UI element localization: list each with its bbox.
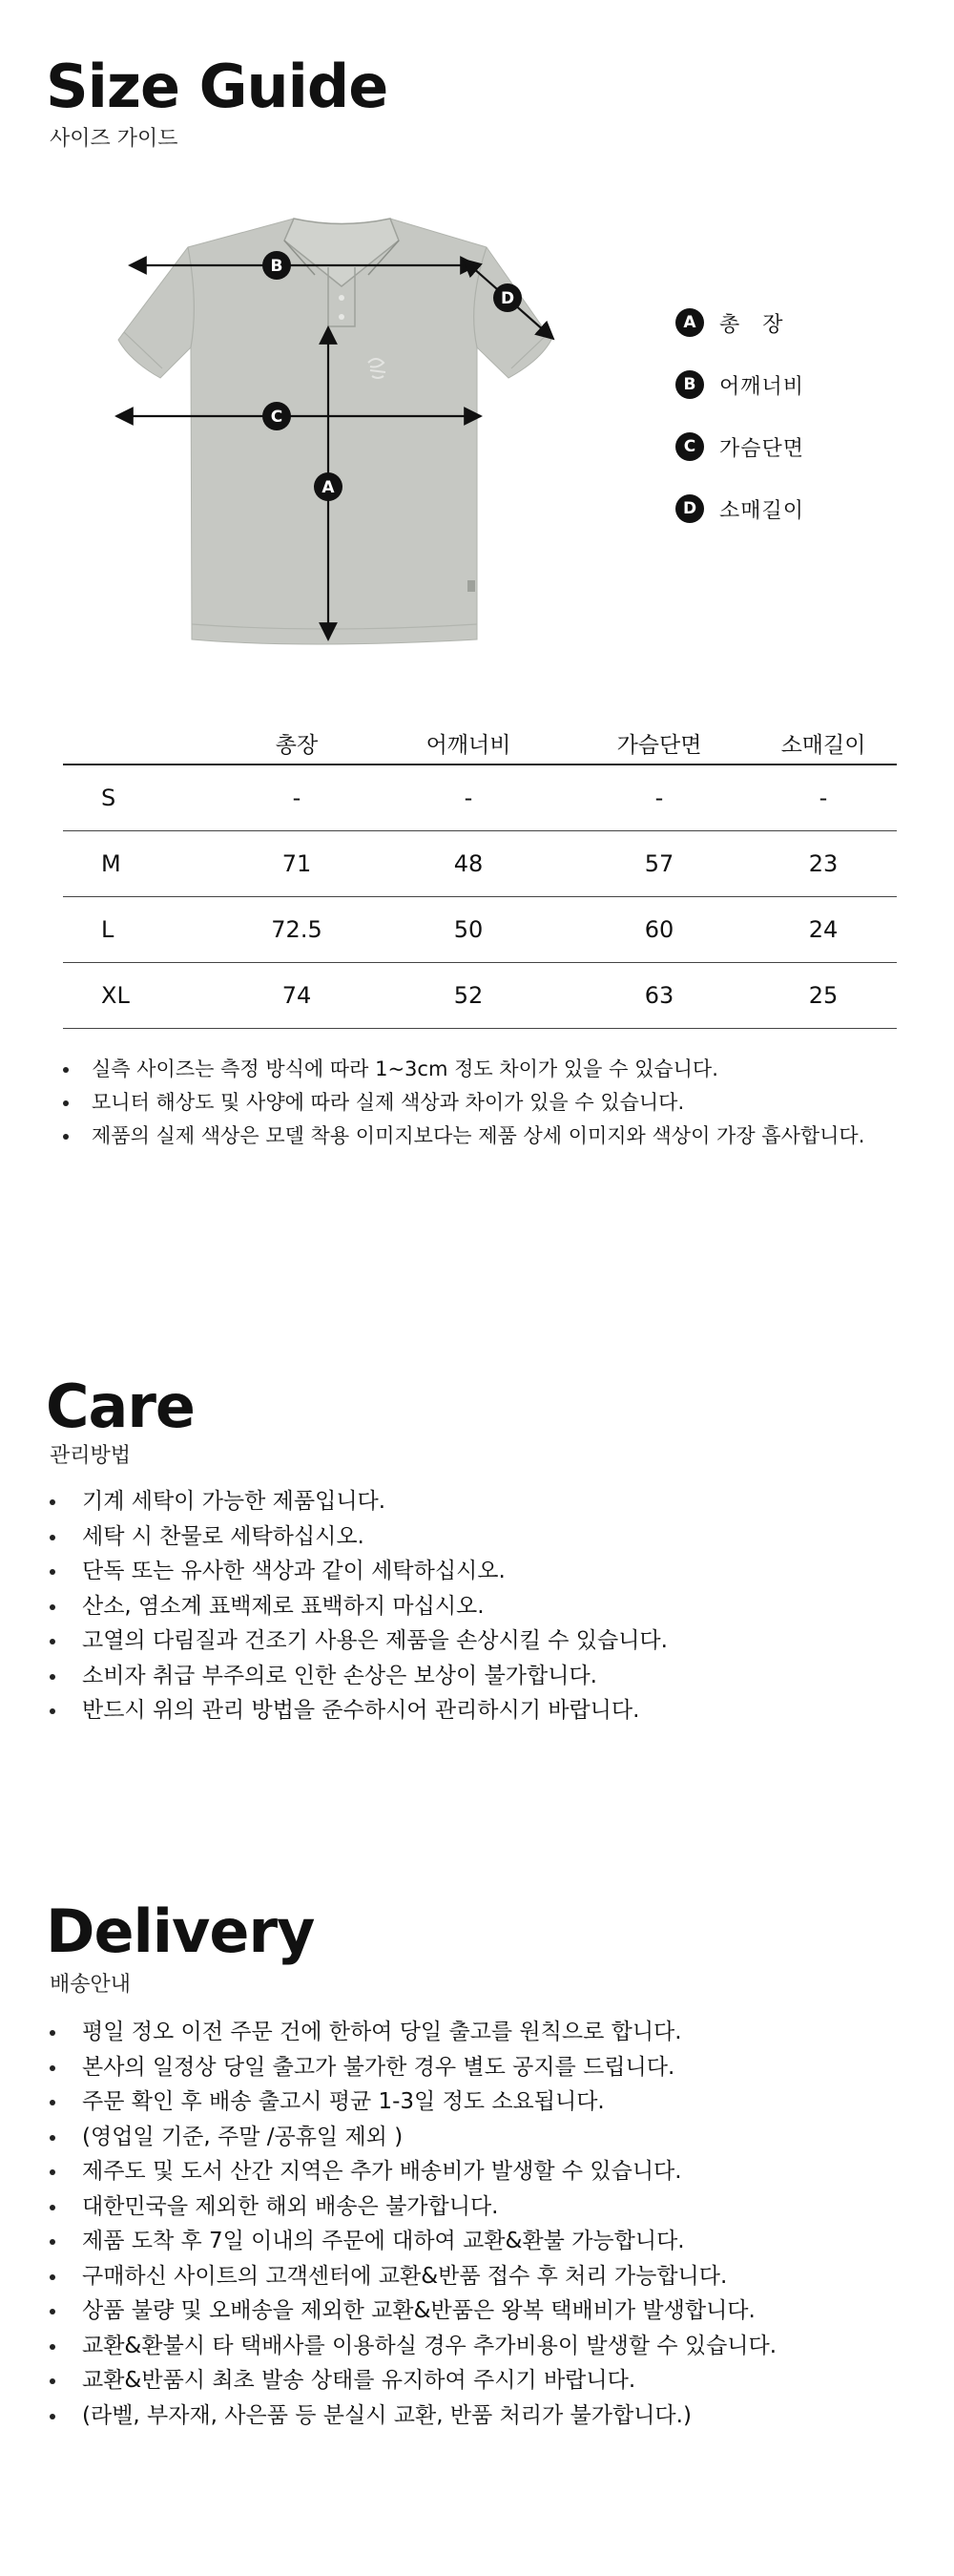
list-item: 교환&환불시 타 택배사를 이용하실 경우 추가비용이 발생할 수 있습니다. [50,2329,927,2364]
note-item: 모니터 해상도 및 사양에 따라 실제 색상과 차이가 있을 수 있습니다. [63,1086,922,1120]
table-cell: 60 [569,897,750,963]
table-header: 소매길이 [750,722,897,764]
legend-item-c [675,431,804,462]
note-item: 제품의 실제 색상은 모델 착용 이미지보다는 제품 상세 이미지와 색상이 가장 흡사합니다. [63,1120,922,1153]
list-item: (라벨, 부자재, 사은품 등 분실시 교환, 반품 처리가 불가합니다.) [50,2398,927,2434]
legend-item-d [675,493,804,524]
legend-item-b [675,369,804,400]
list-item: 소비자 취급 부주의로 인한 손상은 보상이 불가합니다. [50,1659,908,1694]
table-header: 총장 [225,722,368,764]
legend-label: 소매길이 [719,498,805,523]
table-cell: 25 [750,963,897,1029]
list-item: 주문 확인 후 배송 출고시 평균 1-3일 정도 소요됩니다. [50,2084,927,2120]
list-item: 본사의 일정상 당일 출고가 불가한 경우 별도 공지를 드립니다. [50,2050,927,2085]
delivery-title: Delivery [46,1896,315,1966]
shirt-diagram [113,208,580,657]
table-cell: 57 [569,831,750,897]
table-cell: L [63,897,225,963]
svg-text:B: B [270,257,283,276]
legend-item-a [675,307,804,338]
list-item: 세탁 시 찬물로 세탁하십시오. [50,1519,908,1555]
legend-label: 어깨너비 [719,374,805,399]
legend-label: 가슴단면 [719,436,805,461]
list-item: 단독 또는 유사한 색상과 같이 세탁하십시오. [50,1554,908,1589]
table-cell: 63 [569,963,750,1029]
table-cell: 50 [368,897,569,963]
svg-text:C: C [270,408,283,427]
list-item: 기계 세탁이 가능한 제품입니다. [50,1484,908,1519]
list-item: 고열의 다림질과 건조기 사용은 제품을 손상시킬 수 있습니다. [50,1623,908,1659]
list-item: 상품 불량 및 오배송을 제외한 교환&반품은 왕복 택배비가 발생합니다. [50,2293,927,2329]
list-item: 산소, 염소계 표백제로 표백하지 마십시오. [50,1589,908,1624]
delivery-subtitle: 배송안내 [50,1973,132,1997]
marker-d [493,283,522,312]
care-title: Care [46,1372,195,1441]
list-item: 교환&반품시 최초 발송 상태를 유지하여 주시기 바랍니다. [50,2363,927,2398]
table-cell: XL [63,963,225,1029]
list-item: 제주도 및 도서 산간 지역은 추가 배송비가 발생할 수 있습니다. [50,2154,927,2189]
table-cell: - [368,764,569,831]
svg-text:D: D [500,289,515,308]
size-notes [63,1053,922,1153]
legend-badge: C [675,432,704,461]
marker-b [262,251,291,280]
note-item: 실측 사이즈는 측정 방식에 따라 1~3cm 정도 차이가 있을 수 있습니다. [63,1053,922,1086]
legend-badge: A [675,308,704,337]
table-cell: 24 [750,897,897,963]
measurement-legend [675,307,804,555]
list-item: (영업일 기준, 주말 /공휴일 제외 ) [50,2120,927,2155]
list-item: 평일 정오 이전 주문 건에 한하여 당일 출고를 원칙으로 합니다. [50,2015,927,2050]
list-item: 구매하신 사이트의 고객센터에 교환&반품 접수 후 처리 가능합니다. [50,2259,927,2294]
table-cell: 48 [368,831,569,897]
list-item: 반드시 위의 관리 방법을 준수하시어 관리하시기 바랍니다. [50,1693,908,1728]
legend-badge: D [675,494,704,523]
care-list [50,1484,908,1728]
table-header [63,722,225,764]
table-cell: M [63,831,225,897]
delivery-list [50,2015,927,2433]
legend-label: 총 장 [719,312,784,337]
table-cell: 71 [225,831,368,897]
size-table [63,722,897,1029]
table-cell: S [63,764,225,831]
list-item: 대한민국을 제외한 해외 배송은 불가합니다. [50,2189,927,2225]
table-cell: 23 [750,831,897,897]
table-row [63,831,897,897]
marker-c [262,402,291,430]
table-header: 가슴단면 [569,722,750,764]
table-cell: - [225,764,368,831]
table-cell: 74 [225,963,368,1029]
table-header-row [63,722,897,764]
legend-badge: B [675,370,704,399]
table-cell: - [569,764,750,831]
list-item: 제품 도착 후 7일 이내의 주문에 대하여 교환&환불 가능합니다. [50,2224,927,2259]
table-cell: 52 [368,963,569,1029]
marker-a [314,472,342,501]
shirt-body [118,219,551,644]
table-cell: 72.5 [225,897,368,963]
size-guide-title: Size Guide [46,52,388,121]
size-guide-subtitle: 사이즈 가이드 [50,127,178,151]
table-row [63,963,897,1029]
table-row [63,897,897,963]
table-row [63,764,897,831]
care-subtitle: 관리방법 [50,1444,132,1468]
svg-text:A: A [321,478,335,497]
table-cell: - [750,764,897,831]
table-header: 어깨너비 [368,722,569,764]
